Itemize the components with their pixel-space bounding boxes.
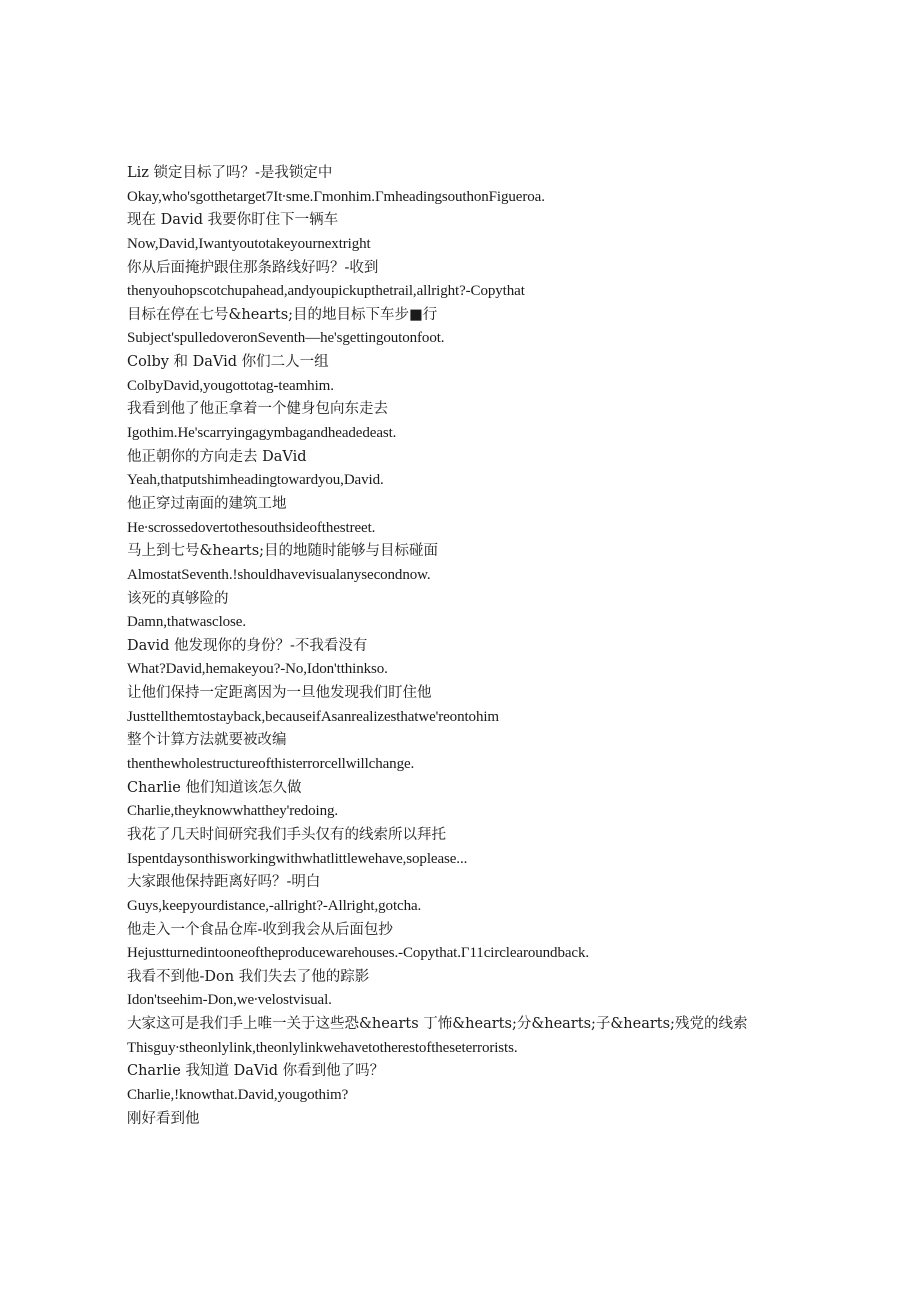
- english-line: Guys,keepyourdistance,-allright?-Allright,gotcha.: [127, 897, 422, 914]
- chinese-line: Liz 锁定目标了吗？-是我锁定中: [127, 165, 333, 181]
- english-line: What?David,hemakeyou?-No,Idon'tthinkso.: [127, 661, 388, 678]
- chinese-line: 整个计算方法就要被改编: [127, 732, 287, 749]
- english-line: Damn,thatwasclose.: [127, 614, 246, 631]
- english-line: AlmostatSeventh.!shouldhavevisualanysecondnow.: [127, 566, 431, 583]
- chinese-line: 该死的真够险的: [127, 590, 229, 607]
- chinese-line: 目标在停在七号&hearts;目的地目标下车步■行: [127, 306, 438, 323]
- chinese-line: 刚好看到他: [127, 1110, 200, 1127]
- chinese-line: 大家这可是我们手上唯一关于这些恐&hearts 丁怖&hearts;分&hearts;子&hearts;残党的线索: [127, 1016, 748, 1033]
- english-line: Thisguy∙stheonlylink,theonlylinkwehavetotherestoftheseterrorists.: [127, 1039, 518, 1056]
- chinese-line: 我看到他了他正拿着一个健身包向东走去: [127, 401, 388, 418]
- english-line: Now,David,Iwantyoutotakeyournextright: [127, 235, 371, 252]
- english-line: He∙scrossedovertothesouthsideofthestreet.: [127, 519, 376, 536]
- chinese-line: 让他们保持一定距离因为一旦他发现我们盯住他: [127, 685, 432, 702]
- chinese-line: Charlie 他们知道该怎久做: [127, 779, 302, 796]
- chinese-line: 他正穿过南面的建筑工地: [127, 495, 287, 512]
- subtitle-lines: [127, 162, 887, 1131]
- chinese-line: Charlie 我知道 DaVid 你看到他了吗？: [127, 1063, 385, 1080]
- chinese-line: David 他发现你的身份？-不我看没有: [127, 637, 368, 654]
- english-line: Charlie,theyknowwhatthey'redoing.: [127, 803, 339, 820]
- english-line: ColbyDavid,yougottotag-teamhim.: [127, 377, 334, 394]
- english-line: Hejustturnedintooneoftheproducewarehouses.-Copythat.Γ11circlearoundback.: [127, 945, 590, 962]
- english-line: thenthewholestructureofthisterrorcellwillchange.: [127, 756, 415, 773]
- english-line: Idon'tseehim-Don,we∙velostvisual.: [127, 992, 332, 1009]
- chinese-line: 你从后面掩护跟住那条路线好吗？-收到: [127, 259, 379, 276]
- chinese-line: 他走入一个食品仓库-收到我会从后面包抄: [127, 921, 393, 938]
- chinese-line: Colby 和 DaVid 你们二人一组: [127, 354, 329, 371]
- chinese-line: 我花了几天时间研究我们手头仅有的线索所以拜托: [127, 826, 446, 843]
- english-line: Justtellthemtostayback,becauseifAsanrealizesthatwe'reontohim: [127, 708, 499, 725]
- english-line: Ispentdaysonthisworkingwithwhatlittlewehave,soplease...: [127, 850, 468, 867]
- english-line: Okay,who'sgotthetarget7It∙sme.Γmonhim.ΓmheadingsouthonFigueroa.: [127, 188, 545, 205]
- chinese-line: 大家跟他保持距离好吗？-明白: [127, 874, 321, 891]
- english-line: Subject'spulledoveronSeventh—he'sgettingoutonfoot.: [127, 330, 445, 347]
- chinese-line: 现在 David 我要你盯住下一辆车: [127, 212, 339, 229]
- chinese-line: 他正朝你的方向走去 DaVid: [127, 448, 307, 465]
- english-line: Igothim.He'scarryingagymbagandheadedeast.: [127, 425, 397, 442]
- english-line: Yeah,thatputshimheadingtowardyou,David.: [127, 472, 384, 489]
- chinese-line: 马上到七号&hearts;目的地随时能够与目标碰面: [127, 543, 439, 560]
- english-line: thenyouhopscotchupahead,andyoupickupthetrail,allright?-Copythat: [127, 283, 525, 300]
- chinese-line: 我看不到他-Don 我们失去了他的踪影: [127, 968, 370, 985]
- english-line: Charlie,!knowthat.David,yougothim?: [127, 1086, 349, 1103]
